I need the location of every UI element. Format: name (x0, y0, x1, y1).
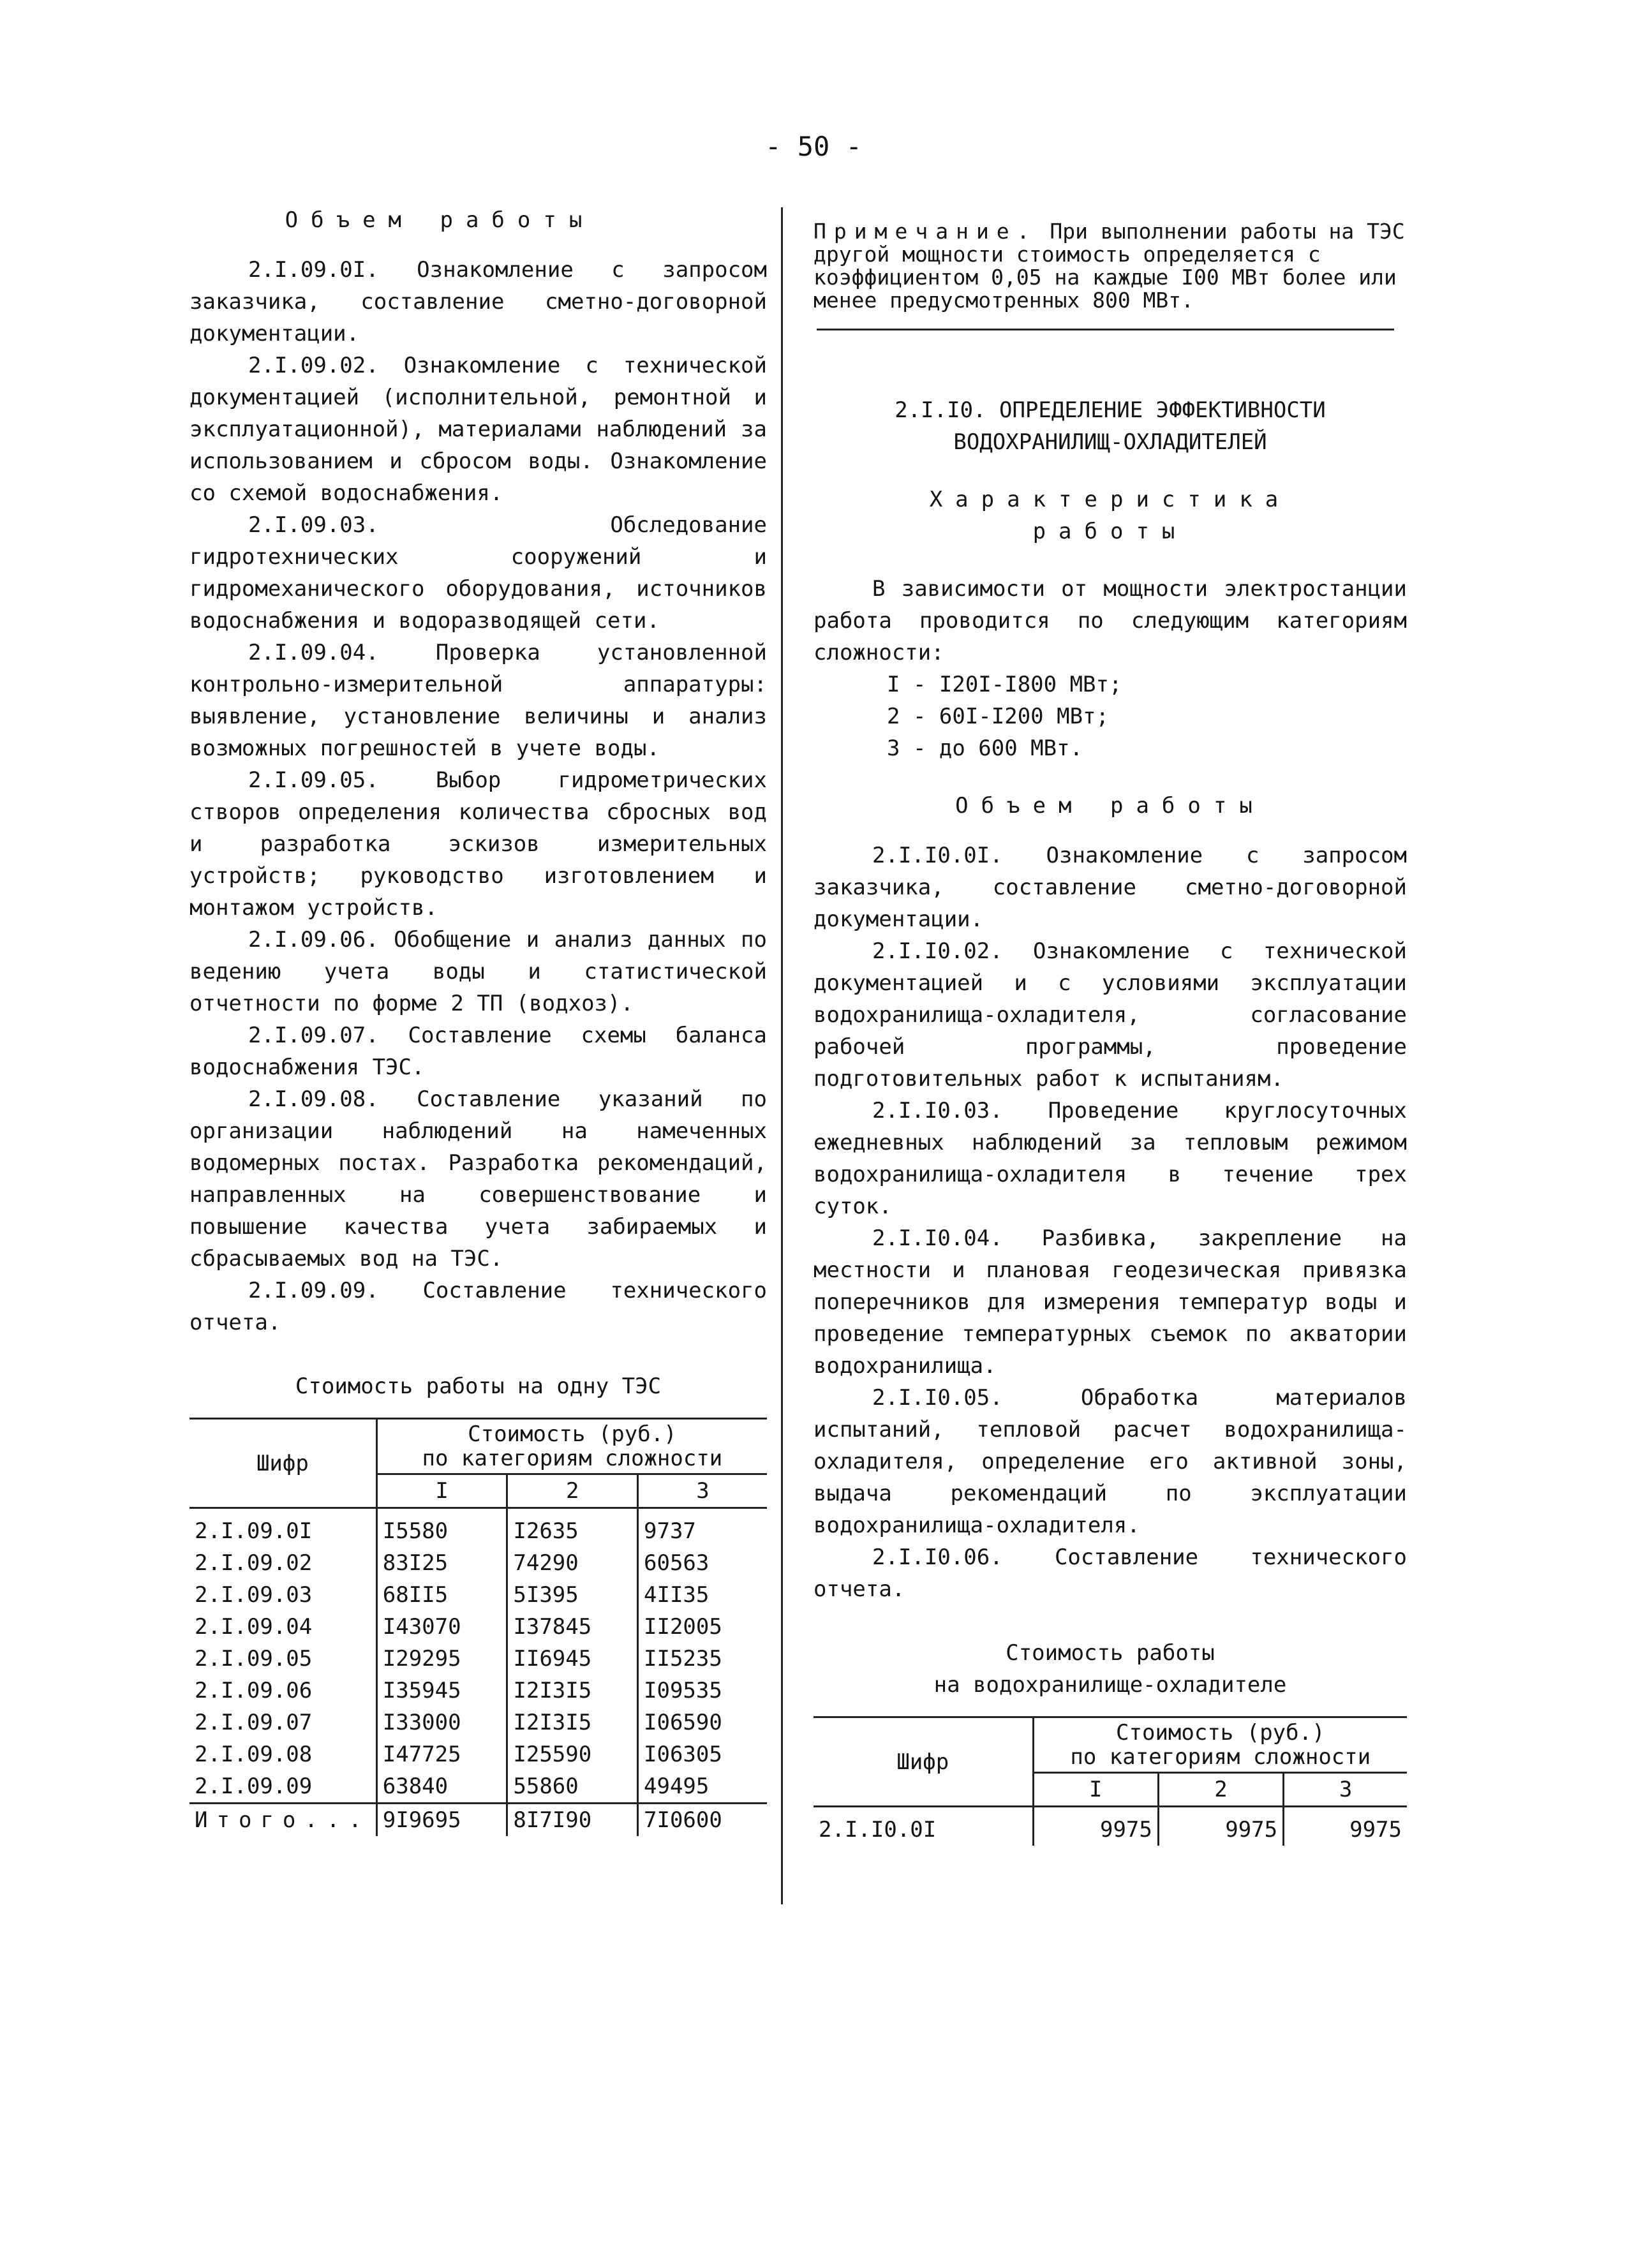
row-value: I06305 (638, 1738, 767, 1770)
cost-header (1033, 1717, 1407, 1773)
row-value: I25590 (507, 1738, 638, 1770)
category-header: 3 (638, 1474, 767, 1508)
row-value: I37845 (507, 1611, 638, 1643)
row-value: 4II35 (638, 1579, 767, 1611)
row-value: I06590 (638, 1707, 767, 1738)
row-value: II5235 (638, 1643, 767, 1675)
row-value: 60563 (638, 1547, 767, 1579)
category-header: I (1033, 1773, 1158, 1807)
row-code: 2.I.I0.0I (819, 1817, 937, 1842)
scope-item: 2.I.09.02. Ознакомление с технической документацией (исполнительной, ремонтной и эксплуатационной), материалами наблюдений за использованием и сбросом воды. Ознакомление со схемой водоснабжения. (189, 353, 767, 506)
row-value: 9737 (638, 1508, 767, 1548)
table-total-row (189, 1804, 767, 1837)
row-code: 2.I.09.07 (195, 1710, 313, 1735)
cost-header-line1: Стоимость (руб.) (468, 1421, 677, 1447)
cost-table-tes (189, 1418, 767, 1836)
scope-item: 2.I.I0.05. Обработка материалов испытаний, тепловой расчет водохранилища-охладителя, определение его активной зоны, выдача рекомендаций по эксплуатации водохранилища-охладителя. (814, 1385, 1407, 1538)
total-label: Итого... (189, 1804, 376, 1837)
total-value: 8I7I90 (507, 1804, 638, 1837)
code-header: Шифр (189, 1419, 376, 1508)
row-value: II6945 (507, 1643, 638, 1675)
row-code: 2.I.09.03 (195, 1582, 313, 1608)
table-row (189, 1770, 767, 1804)
note-block (814, 220, 1407, 312)
row-value: I2I3I5 (507, 1675, 638, 1707)
scope-heading: Объем работы (285, 207, 595, 233)
row-value: I35945 (376, 1675, 507, 1707)
row-value: 74290 (507, 1547, 638, 1579)
table-row (189, 1643, 767, 1675)
code-header: Шифр (814, 1717, 1033, 1807)
row-value: I5580 (376, 1508, 507, 1548)
table-row (189, 1579, 767, 1611)
cost-header-line1: Стоимость (руб.) (1116, 1720, 1325, 1745)
cost-table-reservoir (814, 1716, 1407, 1846)
characteristic-heading: Характеристика (929, 487, 1291, 512)
table-caption: на водохранилище-охладителе (933, 1672, 1287, 1698)
row-value: 5I395 (507, 1579, 638, 1611)
table-row (189, 1547, 767, 1579)
scope-item: 2.I.09.08. Составление указаний по организации наблюдений на намеченных водомерных постах. Разработка рекомендаций, направленных на совершенствование и повышение качества учета забираемых и сбрасываемых вод на ТЭС. (189, 1086, 767, 1271)
cost-header-line2: по категориям сложности (1070, 1744, 1371, 1770)
row-code: 2.I.09.05 (195, 1646, 313, 1671)
row-value: I09535 (638, 1675, 767, 1707)
row-value: I47725 (376, 1738, 507, 1770)
table-row (189, 1707, 767, 1738)
row-code: 2.I.09.02 (195, 1550, 313, 1576)
category-header: 2 (1158, 1773, 1283, 1807)
table-row (189, 1508, 767, 1548)
row-value: 9975 (1033, 1807, 1158, 1846)
row-value: 68II5 (376, 1579, 507, 1611)
cost-header-line2: по категориям сложности (422, 1446, 723, 1471)
row-code: 2.I.09.0I (195, 1518, 313, 1544)
note-text: При выполнении работы на ТЭС другой мощности стоимость определяется с коэффициентом 0,05 на каждые I00 МВт более или менее предусмотренных 800 МВт. (814, 219, 1405, 313)
table-row (814, 1807, 1407, 1846)
cost-header (376, 1419, 767, 1474)
left-column (189, 204, 767, 1836)
table-row (189, 1738, 767, 1770)
row-value: I2635 (507, 1508, 638, 1548)
page-number: - 50 - (765, 131, 862, 162)
note-label: Примечание. (814, 219, 1037, 244)
row-value: 49495 (638, 1770, 767, 1804)
total-value: 9I9695 (376, 1804, 507, 1837)
table-row (189, 1675, 767, 1707)
section-title: 2.I.I0. ОПРЕДЕЛЕНИЕ ЭФФЕКТИВНОСТИ (895, 397, 1326, 423)
scope-item: 2.I.09.03. Обследование гидротехнических сооружений и гидромеханического оборудования, источников водоснабжения и водоразводящей сети. (189, 512, 767, 634)
scope-item: 2.I.I0.02. Ознакомление с технической документацией и с условиями эксплуатации водохранилища-охладителя, согласование рабочей программы, проведение подготовительных работ к испытаниям. (814, 938, 1407, 1092)
row-value: 55860 (507, 1770, 638, 1804)
row-value: I2I3I5 (507, 1707, 638, 1738)
characteristic-heading: работы (1032, 519, 1188, 544)
row-code: 2.I.09.04 (195, 1614, 313, 1640)
scope-item: 2.I.09.05. Выбор гидрометрических створов определения количества сбросных вод и разработка эскизов измерительных устройств; руководство изготовлением и монтажом устройств. (189, 767, 767, 921)
row-value: 9975 (1158, 1807, 1283, 1846)
scope-item: 2.I.09.0I. Ознакомление с запросом заказчика, составление сметно-договорной документации. (189, 257, 767, 346)
characteristic-text: В зависимости от мощности электростанции работа проводится по следующим категориям сложности: (814, 576, 1407, 665)
category-line: 2 - 60I-I200 МВт; (887, 704, 1109, 729)
category-header: 2 (507, 1474, 638, 1508)
scope-item: 2.I.I0.04. Разбивка, закрепление на местности и плановая геодезическая привязка поперечников для измерения температур воды и проведение температурных съемок по акватории водохранилища. (814, 1226, 1407, 1379)
scope-item: 2.I.I0.06. Составление технического отчета. (814, 1545, 1407, 1602)
row-value: 83I25 (376, 1547, 507, 1579)
table-caption: Стоимость работы на одну ТЭС (295, 1374, 662, 1399)
category-line: I - I20I-I800 МВт; (887, 672, 1122, 697)
row-value: I43070 (376, 1611, 507, 1643)
total-value: 7I0600 (638, 1804, 767, 1837)
row-code: 2.I.09.09 (195, 1774, 313, 1799)
row-code: 2.I.09.08 (195, 1742, 313, 1767)
scope-item: 2.I.I0.0I. Ознакомление с запросом заказчика, составление сметно-договорной документации. (814, 843, 1407, 932)
row-value: 63840 (376, 1770, 507, 1804)
scope-heading: Объем работы (955, 793, 1265, 819)
scope-item: 2.I.09.07. Составление схемы баланса водоснабжения ТЭС. (189, 1023, 767, 1080)
row-value: 9975 (1284, 1807, 1407, 1846)
table-row (189, 1611, 767, 1643)
row-value: II2005 (638, 1611, 767, 1643)
row-code: 2.I.09.06 (195, 1678, 313, 1703)
table-caption: Стоимость работы (1006, 1640, 1215, 1666)
scope-item: 2.I.09.04. Проверка установленной контрольно-измерительной аппаратуры: выявление, установление величины и анализ возможных погрешностей в учете воды. (189, 640, 767, 761)
scope-item: 2.I.09.06. Обобщение и анализ данных по ведению учета воды и статистической отчетности по форме 2 ТП (водхоз). (189, 927, 767, 1016)
scope-item: 2.I.I0.03. Проведение круглосуточных ежедневных наблюдений за тепловым режимом водохранилища-охладителя в течение трех суток. (814, 1098, 1407, 1219)
category-line: 3 - до 600 МВт. (887, 736, 1083, 761)
category-header: I (376, 1474, 507, 1508)
column-divider (781, 207, 783, 1904)
scope-item: 2.I.09.09. Составление технического отчета. (189, 1278, 767, 1335)
row-value: I33000 (376, 1707, 507, 1738)
category-header: 3 (1284, 1773, 1407, 1807)
row-value: I29295 (376, 1643, 507, 1675)
right-column (814, 220, 1407, 1846)
section-title: ВОДОХРАНИЛИЩ-ОХЛАДИТЕЛЕЙ (953, 429, 1267, 455)
